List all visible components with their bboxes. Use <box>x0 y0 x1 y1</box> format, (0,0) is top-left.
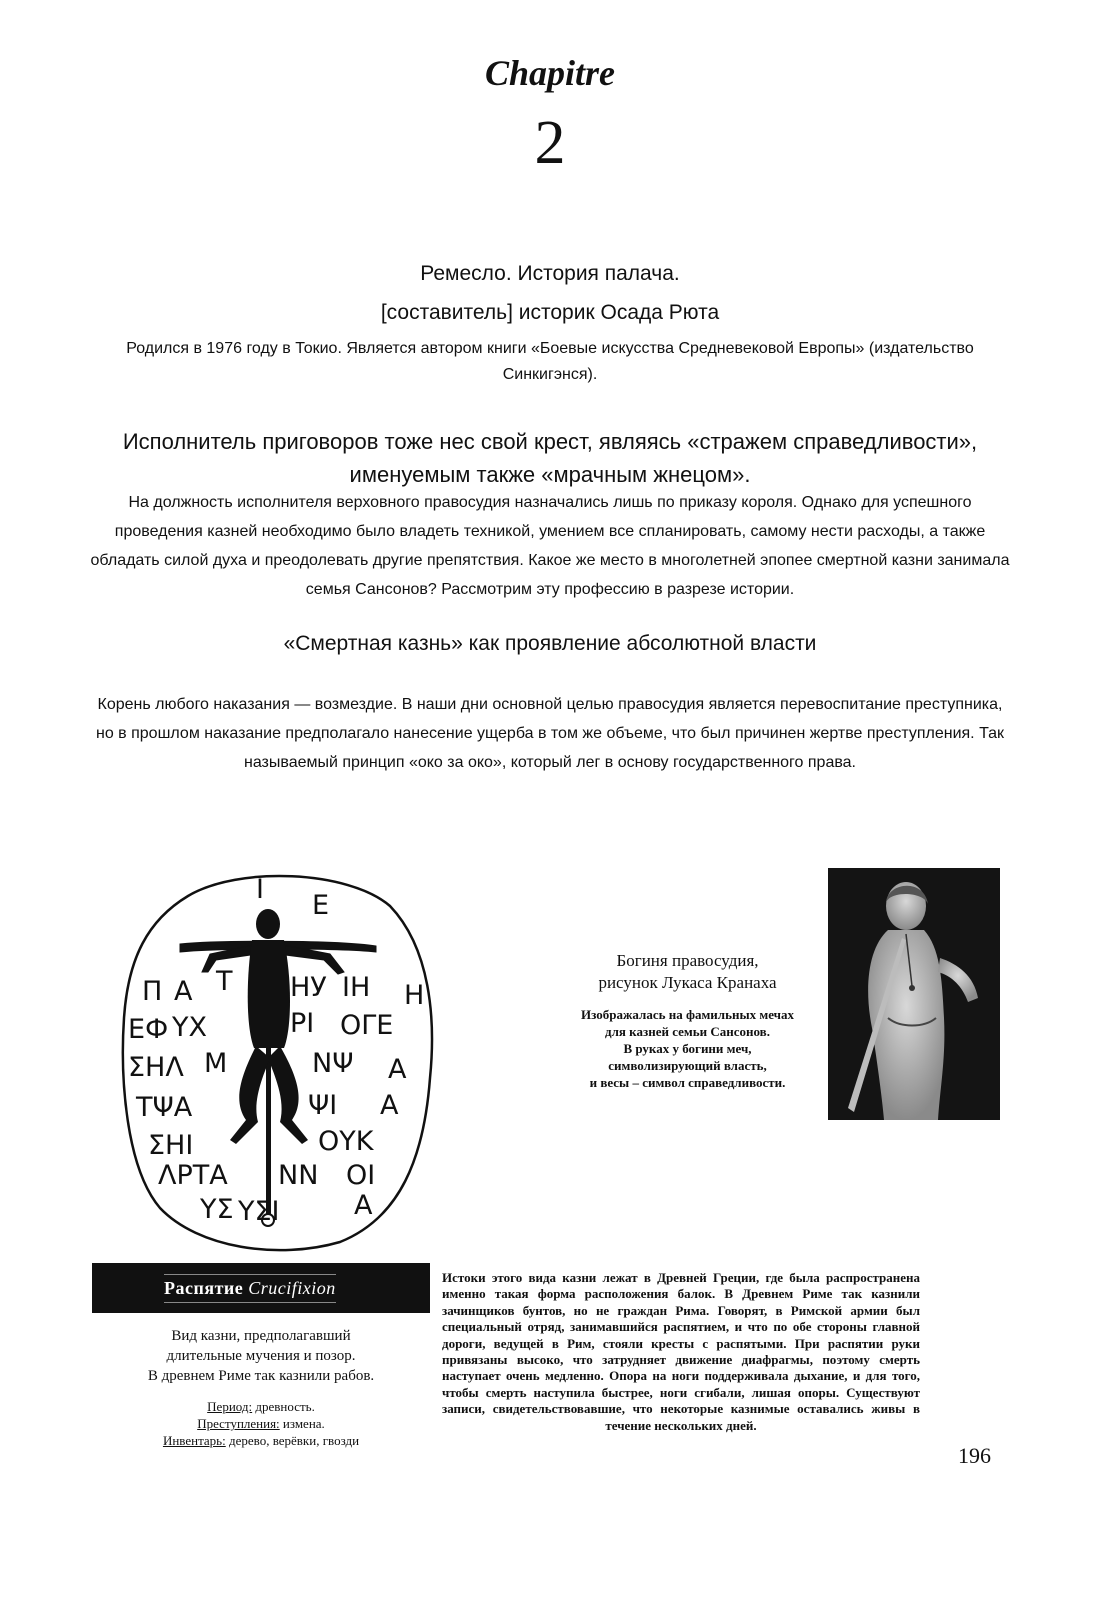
goddess-desc-line: В руках у богини меч, <box>623 1041 752 1056</box>
article-title: Ремесло. История палача. <box>420 262 680 285</box>
section-heading: «Смертная казнь» как проявление абсолютной власти <box>283 632 817 655</box>
seal-letter: ΟΓΕ <box>340 1010 394 1041</box>
goddess-desc-line: Изображалась на фамильных мечах <box>581 1007 794 1022</box>
seal-letter: ΥΣ <box>200 1194 234 1225</box>
seal-letter: Т <box>216 966 233 997</box>
crucifixion-title-lat: Crucifixion <box>248 1277 336 1298</box>
crucifixion-title-ru: Распятие <box>164 1277 244 1298</box>
crucifixion-details <box>92 1398 430 1449</box>
intro-paragraph: На должность исполнителя верховного правосудия назначались лишь по приказу короля. Однако для успешного проведения казней необходимо было владеть техникой, умением все спланировать, самому нести расходы, а также обладать силой духа и преодолевать другие препятствия. Какое же место в многолетней эпопее смертной казни занимала семья Сансонов? Рассмотрим эту профессию в разрезе истории. <box>90 494 1010 598</box>
seal-letter: ΟΙ <box>346 1160 376 1191</box>
goddess-caption-description <box>545 1006 830 1091</box>
goddess-desc-line: и весы – символ справедливости. <box>589 1075 786 1090</box>
seal-letter: Α <box>354 1190 373 1221</box>
period-value: древность. <box>255 1399 315 1414</box>
seal-letter: ІН <box>342 972 371 1003</box>
seal-letter: Μ <box>204 1048 228 1079</box>
page-number: 196 <box>958 1443 991 1468</box>
crucifixion-seal-image <box>118 868 440 1252</box>
chapter-number: 2 <box>534 109 566 177</box>
article-author: [составитель] историк Осада Рюта <box>380 301 720 324</box>
chapter-label: Chapitre <box>484 53 616 93</box>
goddess-of-justice-painting <box>828 868 1000 1120</box>
crucifixion-description <box>92 1326 430 1386</box>
seal-letter: ΛΡΤΑ <box>158 1160 228 1191</box>
crucifixion-title-bar <box>92 1263 430 1313</box>
seal-letter: I <box>256 874 264 905</box>
crucifixion-title-inner <box>164 1274 336 1303</box>
crucifixion-history: Истоки этого вида казни лежат в Древней Греции, где была распространена именно такая форма расположения балок. В Древнем Риме так казнили зачинщиков бунтов, но не граждан Рима. Говорят, в Римской армии был специальный отряд, занимавшийся распятием, и что по обе стороны главной дороги, ведущей в Рим, стояли кресты с распятыми. При распятии руки привязаны высоко, что затрудняет движение диафрагмы, поэтому смерть наступает очень медленно. Опора на ноги поддерживала дыхание, и для того, чтобы смерть наступила быстрее, ноги сгибали, лишая опоры. Существуют записи, свидетельствовавшие, что некоторые казнимые оставались живы в течение нескольких дней. <box>442 1270 920 1433</box>
goddess-desc-line: символизирующий власть, <box>608 1058 767 1073</box>
seal-letter: ΝΝ <box>278 1160 319 1191</box>
seal-letter: Α <box>388 1054 407 1085</box>
seal-letter: ΨΙ <box>308 1090 338 1121</box>
seal-letter: ΝΨ <box>312 1048 354 1079</box>
crimes-value: измена. <box>282 1416 325 1431</box>
seal-letter: ΣΗΙ <box>148 1130 194 1161</box>
goddess-title-line: Богиня правосудия, <box>616 951 759 970</box>
seal-letter: E <box>312 890 330 921</box>
seal-letter: ΣΗΛ <box>128 1052 184 1083</box>
seal-letter: ΤΨΑ <box>136 1092 193 1123</box>
seal-letter: ΟΥΚ <box>318 1126 374 1157</box>
seal-letter: ΡΙ <box>290 1008 315 1039</box>
inventory-value: дерево, верёвки, гвозди <box>228 1433 360 1448</box>
crucifixion-desc-line: В древнем Риме так казнили рабов. <box>147 1368 375 1384</box>
period-label: Период: <box>207 1399 253 1414</box>
lead-paragraph: Исполнитель приговоров тоже нес свой крест, являясь «стражем справедливости», именуемым также «мрачным жнецом». <box>122 429 978 487</box>
goddess-title-line: рисунок Лукаса Кранаха <box>598 973 777 992</box>
seal-letter: ЕФ <box>128 1014 169 1045</box>
seal-letter: НУ <box>290 972 327 1003</box>
crucifixion-desc-line: длительные мучения и позор. <box>166 1348 356 1364</box>
inventory-row <box>92 1432 430 1449</box>
period-row <box>92 1398 430 1415</box>
crimes-row <box>92 1415 430 1432</box>
section-body: Корень любого наказания — возмездие. В наши дни основной целью правосудия является перевоспитание преступника, но в прошлом наказание предполагало нанесение ущерба в том же объеме, что был причинен жертве преступления. Так называемый принцип «око за око», который лег в основу государственного права. <box>95 696 1005 771</box>
inventory-label: Инвентарь: <box>162 1433 226 1448</box>
crucifixion-desc-line: Вид казни, предполагавший <box>171 1328 351 1344</box>
seal-letter: А <box>174 976 193 1007</box>
goddess-desc-line: для казней семьи Сансонов. <box>605 1024 770 1039</box>
crimes-label: Преступления: <box>197 1416 280 1431</box>
goddess-caption-title <box>555 950 820 994</box>
seal-letter: Н <box>404 980 425 1011</box>
author-bio: Родился в 1976 году в Токио. Является автором книги «Боевые искусства Средневековой Европы» (издательство Синкигэнся). <box>126 340 974 383</box>
seal-letter: П <box>142 976 163 1007</box>
seal-letter: ΥΧ <box>172 1012 207 1043</box>
seal-letter: ΥΣΙ <box>238 1196 280 1227</box>
seal-letter: Α <box>380 1090 399 1121</box>
